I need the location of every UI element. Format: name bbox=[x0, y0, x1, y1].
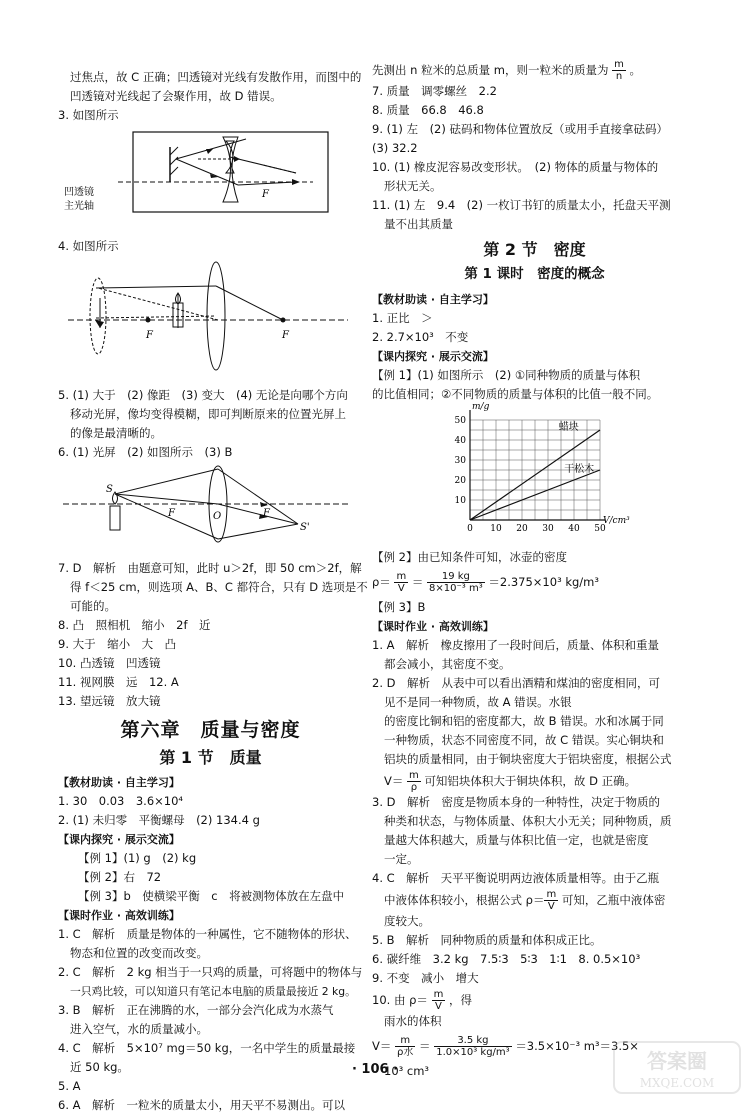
fraction bbox=[407, 770, 421, 793]
section-title: 第 1 节 质量 bbox=[159, 748, 262, 767]
answer-line: 2. (1) 未归零 平衡螺母 (2) 134.4 g bbox=[58, 813, 260, 827]
example-line: 【例 3】b 使横梁平衡 c 将被测物体放在左盘中 bbox=[78, 889, 345, 903]
denominator: ρ水 bbox=[397, 1047, 414, 1058]
focus-label: F bbox=[262, 189, 269, 200]
answer-line: 8. 质量 66.8 46.8 bbox=[372, 103, 484, 117]
question-3: 3. 如图所示 bbox=[58, 108, 119, 122]
numerator: 19 kg bbox=[427, 571, 485, 583]
y-tick-label: 50 bbox=[454, 416, 466, 426]
example-line: 【例 1】(1) g (2) kg bbox=[78, 851, 197, 865]
answer-line: 7. 质量 调零螺丝 2.2 bbox=[372, 84, 497, 98]
page-number: · 106 · bbox=[351, 1062, 399, 1077]
answer-line: 9. 大于 缩小 大 凸 bbox=[58, 637, 177, 651]
text-line: 移动光屏，像均变得模糊，即可判断原来的位置光屏上 bbox=[70, 407, 346, 421]
text-span: 。 bbox=[629, 63, 642, 77]
focus-right-label: F bbox=[282, 330, 289, 341]
text-span: 10. 由 ρ＝ bbox=[372, 993, 428, 1007]
section-heading: 【课时作业 · 高效训练】 bbox=[58, 909, 180, 922]
text-span: 中液体体积较小，根据公式 bbox=[384, 893, 522, 907]
x-tick-label: 20 bbox=[516, 524, 528, 534]
center-label: O bbox=[213, 511, 222, 522]
fraction bbox=[394, 571, 408, 594]
figure-lens-imaging bbox=[58, 464, 358, 549]
text-line: 11. (1) 左 9.4 (2) 一枚订书钉的质量太小，托盘天平测 bbox=[372, 198, 671, 212]
text-line bbox=[372, 769, 697, 793]
text-line: 得 f＜25 cm，则选项 A、B、C 都符合，只有 D 选项是不 bbox=[70, 580, 368, 594]
answer-line: 1. 正比 ＞ bbox=[372, 311, 433, 325]
lens-label: 凹透镜 bbox=[64, 187, 94, 198]
denominator: 8×10⁻³ m³ bbox=[429, 583, 483, 594]
focus-left-label: F bbox=[146, 330, 153, 341]
text-line: 的密度比铜和铝的密度都大，故 B 错误。水和冰属于同 bbox=[384, 714, 664, 728]
left-column bbox=[58, 68, 368, 1115]
answer-line: 11. 视网膜 远 12. A bbox=[58, 675, 179, 689]
denominator: V bbox=[435, 1001, 442, 1012]
text-line: 进入空气，水的质量减小。 bbox=[70, 1022, 208, 1036]
answer-line: 5. A bbox=[58, 1079, 81, 1093]
fraction bbox=[432, 989, 446, 1012]
numerator: m bbox=[395, 1035, 415, 1047]
figure-concave-lens bbox=[58, 127, 358, 227]
text-line: 度较大。 bbox=[384, 914, 430, 928]
fraction bbox=[434, 1035, 511, 1058]
text-line: 雨水的体积 bbox=[384, 1014, 442, 1028]
text-line: 3. D 解析 密度是物质本身的一种特性，决定于物质的 bbox=[372, 795, 660, 809]
text-line: 一只鸡比较，可以知道只有笔记本电脑的质量最接近 2 kg。 bbox=[70, 985, 356, 998]
example-line: 【例 2】右 72 bbox=[78, 870, 162, 884]
fraction bbox=[427, 571, 485, 594]
y-tick-label: 40 bbox=[454, 436, 466, 446]
lesson-title: 第 1 课时 密度的概念 bbox=[464, 266, 605, 282]
source-label: S bbox=[106, 484, 113, 495]
text-line: 6. A 解析 一粒米的质量太小，用天平不易测出。可以 bbox=[58, 1098, 345, 1112]
text-line: 一种物质，状态不同密度不同，故 C 错误。实心铜块和 bbox=[384, 733, 664, 747]
x-tick-label: 40 bbox=[568, 524, 580, 534]
denominator: V bbox=[547, 901, 555, 912]
watermark-logo bbox=[612, 1040, 742, 1095]
text-line: 中液体体积较小，根据公式 ρ＝ $\frac{m}{V}$ 可知，乙瓶中液体密 bbox=[384, 889, 666, 912]
question-6: 6. (1) 光屏 (2) 如图所示 (3) B bbox=[58, 445, 233, 459]
figure-convex-lens bbox=[58, 258, 358, 376]
text-line: 1. C 解析 质量是物体的一种属性，它不随物体的形状、 bbox=[58, 927, 357, 941]
fraction bbox=[612, 59, 626, 82]
eq-text: ＝3.5×10⁻³ m³＝3.5× bbox=[515, 1039, 639, 1053]
image-label: S' bbox=[300, 522, 310, 533]
fraction bbox=[544, 889, 558, 912]
answer-line: 2. 2.7×10³ 不变 bbox=[372, 330, 469, 344]
text-span: 先测出 n 粒米的总质量 m，则一粒米的质量为 bbox=[372, 63, 609, 77]
x-tick-label: 10 bbox=[490, 524, 502, 534]
text-line: 近 50 kg。 bbox=[70, 1060, 129, 1074]
text-line: 凹透镜对光线起了会聚作用，故 D 错误。 bbox=[70, 89, 282, 103]
y-tick-label: 20 bbox=[454, 476, 466, 486]
answer-line: 13. 望远镜 放大镜 bbox=[58, 694, 161, 708]
section-title: 第 2 节 密度 bbox=[483, 240, 586, 259]
text-line: 可能的。 bbox=[70, 599, 116, 613]
text-line: (3) 32.2 bbox=[372, 141, 418, 155]
text-line: 4. C 解析 天平平衡说明两边液体质量相等。由于乙瓶 bbox=[372, 871, 660, 885]
series-label: 蜡块 bbox=[558, 422, 579, 433]
denominator: n bbox=[615, 71, 623, 82]
text-line: 量越大体积越大，质量与体积比值一定，也就是密度 bbox=[384, 833, 649, 847]
text-line bbox=[372, 58, 697, 82]
eq-text: ＝ bbox=[411, 575, 424, 589]
focus-label-2: F bbox=[263, 508, 270, 519]
eq-text: V＝ bbox=[372, 1039, 392, 1053]
text-span: 可知，乙瓶中液体密 bbox=[561, 893, 666, 907]
text-line: 一定。 bbox=[384, 852, 419, 866]
text-line: 9. (1) 左 (2) 砝码和物体位置放反（或用手直接拿砝码） bbox=[372, 122, 669, 136]
section-heading: 【课内探究 · 展示交流】 bbox=[372, 350, 494, 363]
eq-text: ρ＝ bbox=[372, 575, 391, 589]
text-line: 的比值相同；②不同物质的质量与体积的比值一般不同。 bbox=[372, 387, 659, 401]
text-line: 量不出其质量 bbox=[384, 217, 453, 231]
text-line: 过焦点，故 C 正确；凹透镜对光线有发散作用，而图中的 bbox=[70, 70, 362, 84]
section-heading: 【教材助读 · 自主学习】 bbox=[372, 293, 494, 306]
text-line: 物态和位置的改变而改变。 bbox=[70, 946, 208, 960]
answer-line: 8. 凸 照相机 缩小 2f 近 bbox=[58, 618, 211, 632]
text-line: 【例 1】(1) 如图所示 (2) ①同种物质的质量与体积 bbox=[372, 368, 641, 382]
focus-label: F bbox=[168, 508, 175, 519]
equation bbox=[372, 567, 697, 598]
eq-text: V＝ bbox=[384, 774, 404, 788]
text-line: 形状无关。 bbox=[384, 179, 442, 193]
denominator: V bbox=[397, 583, 405, 594]
text-line: 2. D 解析 从表中可以看出酒精和煤油的密度相同，可 bbox=[372, 676, 660, 690]
numerator: m bbox=[546, 889, 557, 900]
answer-line: 6. 碳纤维 3.2 kg 7.5∶3 5∶3 1∶1 8. 0.5×10³ bbox=[372, 952, 641, 966]
text-line: 【例 3】B bbox=[372, 600, 426, 614]
numerator: m bbox=[433, 989, 444, 1000]
text-line: 3. B 解析 正在沸腾的水，一部分会汽化成为水蒸气 bbox=[58, 1003, 334, 1017]
axis-label: 主光轴 bbox=[64, 201, 94, 212]
text-line bbox=[372, 988, 697, 1012]
y-axis-label: m/g bbox=[472, 402, 490, 412]
chapter-title: 第六章 质量与密度 bbox=[120, 719, 301, 741]
text-line: 10. (1) 橡皮泥容易改变形状。 (2) 物体的质量与物体的 bbox=[372, 160, 659, 174]
denominator: ρ bbox=[410, 782, 418, 793]
denominator: 1.0×10³ kg/m³ bbox=[436, 1047, 510, 1058]
x-tick-label: 0 bbox=[467, 524, 473, 534]
chart-svg bbox=[432, 402, 632, 538]
text-line: 都会减小，其密度不变。 bbox=[384, 657, 511, 671]
text-line: 2. C 解析 2 kg 相当于一只鸡的质量，可将题中的物体与 bbox=[58, 965, 363, 979]
numerator: m bbox=[409, 770, 419, 781]
x-tick-label: 50 bbox=[594, 524, 606, 534]
text-line: 7. D 解析 由题意可知，此时 u＞2f，即 50 cm＞2f，解 bbox=[58, 561, 362, 575]
svg-text:答案圈: 答案圈 bbox=[647, 1049, 707, 1073]
text-line: 4. C 解析 5×10⁷ mg＝50 kg，一名中学生的质量最接 bbox=[58, 1041, 356, 1055]
section-heading: 【课内探究 · 展示交流】 bbox=[58, 833, 180, 846]
text-line: 10³ cm³ bbox=[384, 1064, 430, 1078]
numerator: m bbox=[396, 571, 407, 582]
y-tick-label: 10 bbox=[454, 496, 466, 506]
y-tick-label: 30 bbox=[454, 456, 466, 466]
answer-line: 1. 30 0.03 3.6×10⁴ bbox=[58, 794, 184, 808]
section-heading: 【课时作业 · 高效训练】 bbox=[372, 620, 494, 633]
eq-text: ＝2.375×10³ kg/m³ bbox=[488, 575, 599, 589]
numerator: m bbox=[614, 59, 624, 70]
numerator: 3.5 kg bbox=[434, 1035, 511, 1047]
text-line: 1. A 解析 橡皮擦用了一段时间后，质量、体积和重量 bbox=[372, 638, 659, 652]
section-heading: 【教材助读 · 自主学习】 bbox=[58, 776, 180, 789]
text-line: 见不是同一种物质，故 A 错误。水银 bbox=[384, 695, 572, 709]
answer-line: 9. 不变 减小 增大 bbox=[372, 971, 479, 985]
eq-text: 可知铝块体积大于铜块体积，故 D 正确。 bbox=[424, 774, 637, 788]
x-axis-label: V/cm³ bbox=[603, 516, 630, 526]
right-column bbox=[372, 59, 697, 1081]
text-span: ，得 bbox=[448, 993, 472, 1007]
svg-text:MXQE.COM: MXQE.COM bbox=[639, 1076, 715, 1090]
answer-line: 5. B 解析 同种物质的质量和体积成正比。 bbox=[372, 933, 602, 947]
answer-line: 10. 凸透镜 凹透镜 bbox=[58, 656, 161, 670]
x-tick-label: 30 bbox=[542, 524, 554, 534]
text-line: 铝块的质量相同，由于铜块密度大于铝块密度，根据公式 bbox=[384, 752, 672, 766]
text-line: 的像是最清晰的。 bbox=[70, 426, 162, 440]
text-line: 种类和状态，与物体质量、体积大小无关；同种物质，质 bbox=[384, 814, 672, 828]
text-line: 5. (1) 大于 (2) 像距 (3) 变大 (4) 无论是向哪个方向 bbox=[58, 388, 348, 402]
density-chart bbox=[432, 402, 697, 544]
question-4: 4. 如图所示 bbox=[58, 239, 119, 253]
fraction bbox=[395, 1035, 415, 1058]
text-line: 【例 2】由已知条件可知，冰壶的密度 bbox=[372, 550, 567, 564]
series-label: 干松木 bbox=[564, 464, 595, 475]
eq-text: ＝ bbox=[419, 1039, 431, 1053]
